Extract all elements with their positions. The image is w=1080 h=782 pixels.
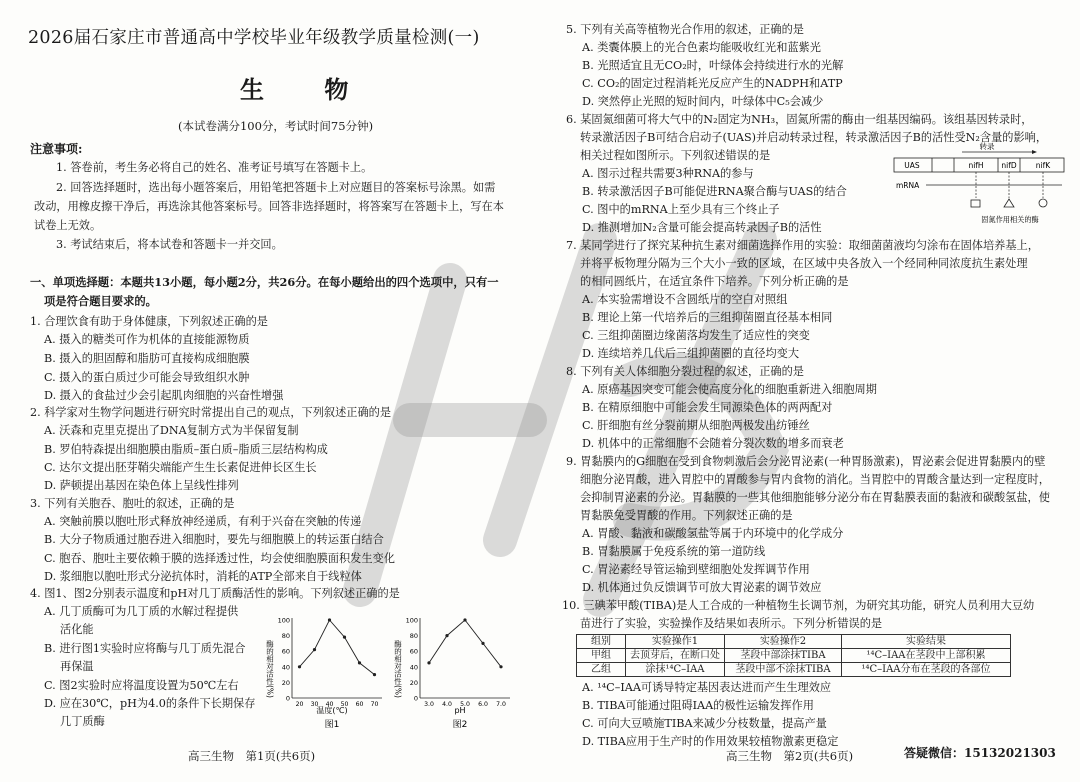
q1-option-a: A. 摄入的糖类可作为机体的直接能源物质 bbox=[44, 333, 250, 346]
table-cell: 甲组 bbox=[577, 649, 626, 663]
q3-stem: 3. 下列有关胞吞、胞吐的叙述，正确的是 bbox=[30, 497, 235, 510]
q10-option-c: C. 可向大豆喷施TIBA来减少分枝数量，提高产量 bbox=[582, 717, 827, 730]
q9-option-b: B. 胃黏膜属于免疫系统的第一道防线 bbox=[582, 545, 766, 558]
fig1-caption: 图1 bbox=[324, 720, 340, 730]
y-tick-label: 40 bbox=[409, 663, 418, 672]
q3-option-a: A. 突触前膜以胞吐形式释放神经递质，有利于兴奋在突触的传递 bbox=[44, 515, 362, 528]
score-info: (本试卷满分100分，考试时间75分钟) bbox=[178, 119, 374, 133]
q9-option-a: A. 胃酸、黏液和碳酸氢盐等属于内环境中的化学成分 bbox=[582, 527, 844, 540]
fig1-xlabel: 温度(℃) bbox=[316, 706, 348, 715]
q7-stem-line: 并将平板物理分隔为三个大小一致的区域，在区域中央各放入一个经同种同浓度抗生素处理 bbox=[580, 257, 1028, 270]
data-point bbox=[373, 673, 376, 676]
q9-stem-line: 会抑制胃泌素的分泌。胃黏膜的一些其他细胞能够分泌分布在胃黏膜表面的黏液和碳酸氢盐，使 bbox=[580, 491, 1050, 504]
x-tick-label: 6.0 bbox=[478, 701, 488, 708]
q9-stem-line: 细胞分泌胃酸，进入胃腔中的胃酸参与胃内食物的消化。当胃腔中的胃酸含量达到一定程度时， bbox=[580, 473, 1050, 486]
q7-option-a: A. 本实验需增设不含圆纸片的空白对照组 bbox=[582, 293, 788, 306]
wechat-contact: 答疑微信：15132021303 bbox=[904, 746, 1056, 760]
gene-nifk: nifK bbox=[1035, 161, 1051, 170]
table-row bbox=[577, 649, 1011, 663]
data-point bbox=[358, 661, 361, 664]
series-line bbox=[300, 620, 375, 675]
q3-option-b: B. 大分子物质通过胞吞进入细胞时，要先与细胞膜上的转运蛋白结合 bbox=[44, 533, 384, 546]
notes-heading: 注意事项: bbox=[30, 142, 83, 156]
q4-option-d: D. 应在30℃，pH为4.0的条件下长期保存 bbox=[44, 697, 256, 710]
q2-stem: 2. 科学家对生物学问题进行研究时常提出自己的观点，下列叙述正确的是 bbox=[30, 406, 392, 419]
q6-option-b: B. 转录激活因子B可能促进RNA聚合酶与UAS的结合 bbox=[582, 185, 847, 198]
q10-stem-line: 苗进行了实验，实验操作及结果如表所示。下列分析错误的是 bbox=[580, 617, 883, 630]
q10-experiment-table bbox=[576, 634, 1011, 677]
q7-option-b: B. 理论上第一代培养后的三组抑菌圈直径基本相同 bbox=[582, 311, 833, 324]
q4-option-c: C. 图2实验时应将温度设置为50℃左右 bbox=[44, 679, 239, 692]
q10-option-d: D. TIBA应用于生产时的作用效果较植物激素更稳定 bbox=[582, 735, 839, 748]
y-tick-label: 80 bbox=[281, 632, 290, 641]
y-tick-label: 40 bbox=[281, 663, 290, 672]
q6-stem-line: 6. 某固氮细菌可将大气中的N₂固定为NH₃，固氮所需的酶由一组基因编码。该组基因转录时， bbox=[566, 113, 1033, 126]
q9-stem-line: 9. 胃黏膜内的G细胞在受到食物刺激后会分泌胃泌素(一种胃肠激素)，胃泌素会促进胃黏膜内的壁 bbox=[566, 455, 1046, 468]
q1-stem: 1. 合理饮食有助于身体健康，下列叙述正确的是 bbox=[30, 315, 268, 328]
q1-option-d: D. 摄入的食盐过少会引起肌肉细胞的兴奋性增强 bbox=[44, 389, 284, 402]
table-cell: 茎段中部不涂抹TIBA bbox=[725, 663, 842, 677]
y-tick-label: 20 bbox=[281, 678, 290, 687]
q5-option-c: C. CO₂的固定过程消耗光反应产生的NADPH和ATP bbox=[582, 77, 843, 90]
q6-stem-line: 相关过程如图所示。下列叙述错误的是 bbox=[580, 149, 771, 162]
section-heading-cont: 项是符合题目要求的。 bbox=[44, 294, 157, 308]
table-cell: 茎段中部涂抹TIBA bbox=[725, 649, 842, 663]
table-cell: 去顶芽后，在断口处 bbox=[626, 649, 725, 663]
q10-option-b: B. TIBA可能通过阻碍IAA的极性运输发挥作用 bbox=[582, 699, 814, 712]
enzyme-square-icon bbox=[971, 200, 980, 207]
q8-option-a: A. 原癌基因突变可能会使高度分化的细胞重新进入细胞周期 bbox=[582, 383, 877, 396]
section-heading: 一、单项选择题：本题共13小题，每小题2分，共26分。在每小题给出的四个选项中，只有一 bbox=[30, 275, 499, 289]
q5-option-a: A. 类囊体膜上的光合色素均能吸收红光和蓝紫光 bbox=[582, 41, 821, 54]
data-point bbox=[427, 661, 430, 664]
table-row bbox=[577, 663, 1011, 677]
data-point bbox=[481, 642, 484, 645]
page-1-footer: 高三生物 第1页(共6页) bbox=[188, 749, 316, 763]
data-point bbox=[298, 665, 301, 668]
q4-option-b: B. 进行图1实验时应将酶与几丁质先混合 bbox=[44, 642, 246, 655]
x-tick-label: 70 bbox=[370, 701, 379, 708]
q4-option-d-cont: 几丁质酶 bbox=[60, 715, 105, 728]
data-point bbox=[445, 634, 448, 637]
x-tick-label: 20 bbox=[295, 701, 304, 708]
y-tick-label: 0 bbox=[413, 694, 418, 703]
fig1-ylabel: 酶的相对活性(%) bbox=[265, 640, 275, 698]
y-tick-label: 100 bbox=[277, 616, 290, 625]
q2-option-d: D. 萨顿提出基因在染色体上呈线性排列 bbox=[44, 479, 239, 492]
gene-nifd: nifD bbox=[1001, 161, 1017, 170]
q7-stem-line: 7. 某同学进行了探究某种抗生素对细菌选择作用的实验：取细菌菌液均匀涂布在固体培养基上， bbox=[566, 239, 1039, 252]
q6-option-a: A. 图示过程共需要3种RNA的参与 bbox=[582, 167, 754, 180]
data-point bbox=[328, 618, 331, 621]
q6-stem-line: 转录激活因子B可结合启动子(UAS)并启动转录过程，转录激活因子B的活性受N₂含量的影响， bbox=[580, 131, 1048, 144]
figure-2-chart bbox=[390, 610, 520, 730]
data-point bbox=[313, 648, 316, 651]
mrna-label: mRNA bbox=[896, 181, 920, 190]
q3-option-d: D. 浆细胞以胞吐形式分泌抗体时，消耗的ATP全部来自于线粒体 bbox=[44, 570, 362, 583]
transcription-label: 转录 bbox=[979, 142, 995, 151]
q7-option-d: D. 连续培养几代后三组抑菌圈的直径均变大 bbox=[582, 347, 800, 360]
x-tick-label: 30 bbox=[310, 701, 319, 708]
y-tick-label: 100 bbox=[405, 616, 418, 625]
fig2-xlabel: pH bbox=[454, 706, 466, 715]
q3-option-c: C. 胞吞、胞吐主要依赖于膜的选择透过性，均会使细胞膜面积发生变化 bbox=[44, 552, 395, 565]
q1-option-b: B. 摄入的胆固醇和脂肪可直接构成细胞膜 bbox=[44, 352, 250, 365]
q8-option-b: B. 在精原细胞中可能会发生同源染色体的两两配对 bbox=[582, 401, 833, 414]
q5-option-b: B. 光照适宜且无CO₂时，叶绿体会持续进行水的光解 bbox=[582, 59, 844, 72]
data-point bbox=[343, 636, 346, 639]
q7-option-c: C. 三组抑菌圈边缘菌落均发生了适应性的突变 bbox=[582, 329, 810, 342]
q4-option-a: A. 几丁质酶可为几丁质的水解过程提供 bbox=[44, 605, 239, 618]
x-tick-label: 40 bbox=[325, 701, 334, 708]
table-header-row bbox=[577, 635, 1011, 649]
y-tick-label: 60 bbox=[281, 647, 290, 656]
y-tick-label: 80 bbox=[409, 632, 418, 641]
q4-stem: 4. 图1、图2分别表示温度和pH对几丁质酶活性的影响。下列叙述正确的是 bbox=[30, 587, 400, 600]
gene-nifh: nifH bbox=[968, 161, 984, 170]
note-line: 3. 考试结束后，将本试卷和答题卡一并交回。 bbox=[56, 238, 283, 251]
table-cell: 乙组 bbox=[577, 663, 626, 677]
note-line: 2. 回答选择题时，选出每小题答案后，用铅笔把答题卡上对应题目的答案标号涂黑。如需 bbox=[56, 181, 496, 194]
q10-stem-line: 10. 三碘苯甲酸(TIBA)是人工合成的一种植物生长调节剂，为研究其功能，研究人员利用大豆幼 bbox=[562, 599, 1035, 612]
figure-1-chart bbox=[262, 610, 392, 730]
q9-stem-line: 胃黏膜免受胃酸的作用。下列叙述正确的是 bbox=[580, 509, 793, 522]
table-header-cell: 实验结果 bbox=[842, 635, 1011, 649]
q9-option-d: D. 机体通过负反馈调节可放大胃泌素的调节效应 bbox=[582, 581, 822, 594]
q6-option-c: C. 图中的mRNA上至少具有三个终止子 bbox=[582, 203, 780, 216]
y-tick-label: 60 bbox=[409, 647, 418, 656]
subject-heading: 生 物 bbox=[240, 75, 375, 104]
q2-option-a: A. 沃森和克里克提出了DNA复制方式为半保留复制 bbox=[44, 424, 299, 437]
note-line: 试卷上无效。 bbox=[34, 219, 102, 232]
q6-option-d: D. 推测增加N₂含量可能会提高转录因子B的活性 bbox=[582, 221, 822, 234]
q2-option-b: B. 罗伯特森提出细胞膜由脂质–蛋白质–脂质三层结构构成 bbox=[44, 443, 328, 456]
uas-label: UAS bbox=[904, 161, 920, 170]
q5-option-d: D. 突然停止光照的短时间内，叶绿体中C₅会减少 bbox=[582, 95, 824, 108]
enzyme-triangle-icon bbox=[1004, 199, 1014, 207]
x-tick-label: 4.0 bbox=[442, 701, 452, 708]
q4-option-a-cont: 活化能 bbox=[60, 623, 94, 636]
x-tick-label: 5.0 bbox=[460, 701, 470, 708]
q8-option-d: D. 机体中的正常细胞不会随着分裂次数的增多而衰老 bbox=[582, 437, 844, 450]
exam-title: 2026届石家庄市普通高中学校毕业年级教学质量检测(一) bbox=[28, 28, 480, 48]
q7-stem-line: 的相同圆纸片，在适宜条件下培养。下列分析正确的是 bbox=[580, 275, 849, 288]
fig2-caption: 图2 bbox=[452, 720, 468, 730]
y-tick-label: 0 bbox=[285, 694, 290, 703]
q8-stem: 8. 下列有关人体细胞分裂过程的叙述，正确的是 bbox=[566, 365, 804, 378]
q2-option-c: C. 达尔文提出胚芽鞘尖端能产生生长素促进伸长区生长 bbox=[44, 461, 317, 474]
q4-option-b-cont: 再保温 bbox=[60, 660, 94, 673]
q8-option-c: C. 肝细胞有丝分裂前期从细胞两极发出纺锤丝 bbox=[582, 419, 810, 432]
table-header-cell: 组别 bbox=[577, 635, 626, 649]
q1-option-c: C. 摄入的蛋白质过少可能会导致组织水肿 bbox=[44, 371, 250, 384]
series-line bbox=[429, 620, 501, 667]
data-point bbox=[463, 618, 466, 621]
table-header-cell: 实验操作2 bbox=[725, 635, 842, 649]
gene-transcription-diagram bbox=[892, 140, 1070, 230]
x-tick-label: 50 bbox=[340, 701, 349, 708]
enzyme-circle-icon bbox=[1039, 199, 1047, 207]
table-cell: ¹⁴C–IAA在茎段中上部积累 bbox=[842, 649, 1011, 663]
fig2-ylabel: 酶的相对活性(%) bbox=[393, 640, 403, 698]
table-cell: 涂抹¹⁴C–IAA bbox=[626, 663, 725, 677]
table-cell: ¹⁴C–IAA分布在茎段的各部位 bbox=[842, 663, 1011, 677]
page-2 bbox=[540, 0, 1080, 782]
y-tick-label: 20 bbox=[409, 678, 418, 687]
q9-option-c: C. 胃泌素经导管运输到壁细胞处发挥调节作用 bbox=[582, 563, 810, 576]
q5-stem: 5. 下列有关高等植物光合作用的叙述，正确的是 bbox=[566, 23, 804, 36]
data-point bbox=[499, 665, 502, 668]
note-line: 1. 答卷前，考生务必将自己的姓名、准考证号填写在答题卡上。 bbox=[56, 161, 373, 174]
note-line: 改动，用橡皮擦干净后，再选涂其他答案标号。回答非选择题时，将答案写在答题卡上，写在本 bbox=[34, 200, 504, 213]
page-2-footer: 高三生物 第2页(共6页) bbox=[726, 749, 854, 763]
q10-option-a: A. ¹⁴C–IAA可诱导特定基因表达进而产生生理效应 bbox=[582, 681, 832, 694]
enzyme-caption: 固氮作用相关的酶 bbox=[981, 215, 1039, 224]
x-tick-label: 60 bbox=[355, 701, 364, 708]
x-tick-label: 3.0 bbox=[424, 701, 434, 708]
x-tick-label: 7.0 bbox=[496, 701, 506, 708]
table-header-cell: 实验操作1 bbox=[626, 635, 725, 649]
